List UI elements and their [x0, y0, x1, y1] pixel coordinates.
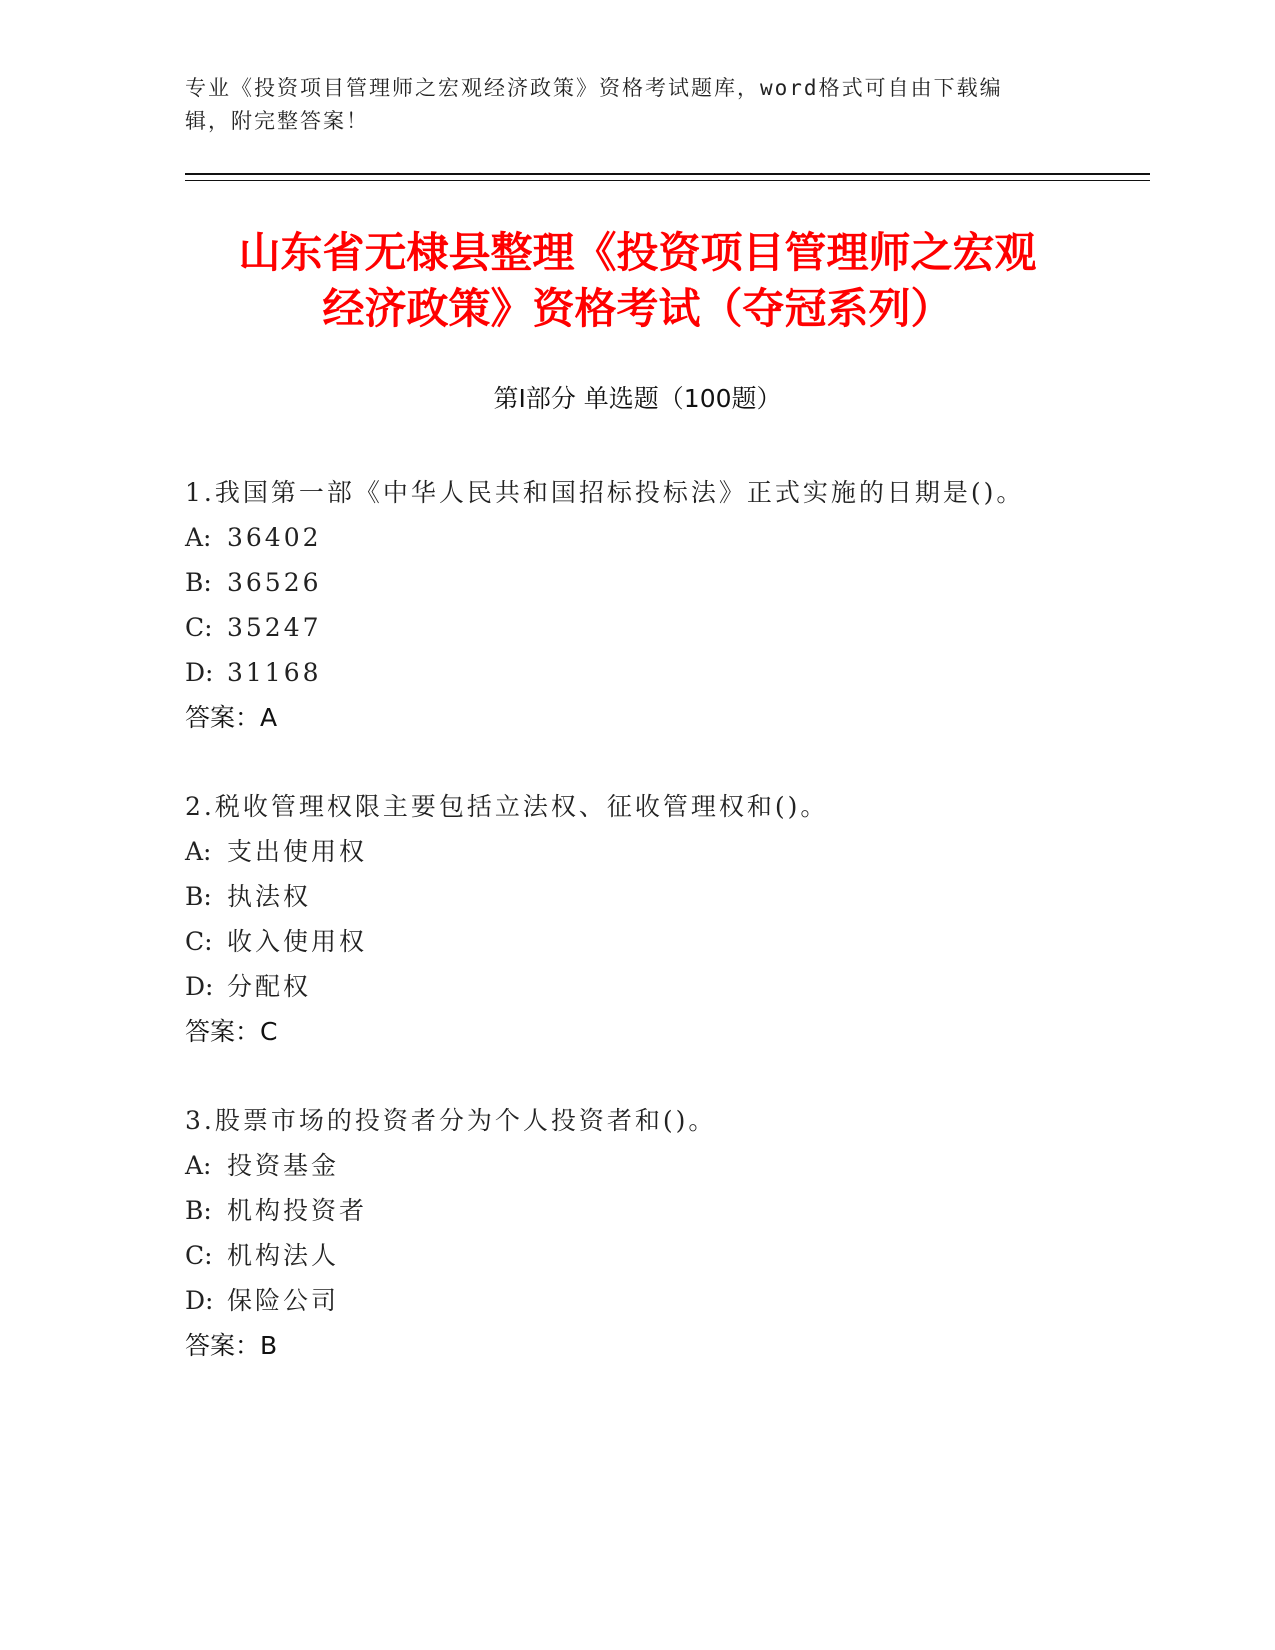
option-c: [185, 919, 1145, 964]
option-text: 保险公司: [227, 1286, 340, 1315]
question-stem: 1.我国第一部《中华人民共和国招标投标法》正式实施的日期是()。: [185, 478, 1025, 507]
option-key: C:: [185, 1241, 213, 1270]
option-a: [185, 1143, 1145, 1188]
option-text: 机构法人: [227, 1241, 340, 1270]
section-title: 第Ⅰ部分 单选题（100题）: [493, 384, 782, 413]
option-d: [185, 650, 1145, 695]
option-b: [185, 874, 1145, 919]
answer-line: 答案：C: [185, 1017, 278, 1046]
document-title-line-2: 经济政策》资格考试（夺冠系列）: [322, 284, 953, 333]
option-key: C:: [185, 613, 213, 642]
option-text: 分配权: [227, 972, 312, 1001]
option-key: A:: [185, 523, 212, 552]
header-divider-thin: [185, 180, 1150, 181]
option-text: 支出使用权: [227, 837, 368, 866]
option-key: B:: [185, 568, 212, 597]
option-d: [185, 964, 1145, 1009]
answer-line: 答案：B: [185, 1331, 278, 1360]
option-text: 36402: [227, 523, 322, 552]
option-text: 投资基金: [227, 1151, 340, 1180]
option-a: [185, 515, 1145, 560]
option-text: 31168: [227, 658, 322, 687]
option-b: [185, 560, 1145, 605]
document-header-note: [185, 72, 1065, 138]
question-stem: 3.股票市场的投资者分为个人投资者和()。: [185, 1106, 717, 1135]
question-1: [185, 470, 1145, 740]
option-key: D:: [185, 1286, 214, 1315]
option-text: 执法权: [227, 882, 312, 911]
option-c: [185, 1233, 1145, 1278]
header-note-line-1: 专业《投资项目管理师之宏观经济政策》资格考试题库，word格式可自由下载编: [185, 76, 1003, 100]
option-key: D:: [185, 658, 214, 687]
option-b: [185, 1188, 1145, 1233]
option-key: C:: [185, 927, 213, 956]
option-key: A:: [185, 837, 212, 866]
answer-line: 答案：A: [185, 703, 278, 732]
option-key: B:: [185, 1196, 212, 1225]
header-divider-thick: [185, 173, 1150, 175]
question-list: [185, 470, 1145, 1412]
header-note-line-2: 辑，附完整答案！: [185, 109, 369, 133]
document-title: [160, 225, 1115, 337]
option-c: [185, 605, 1145, 650]
option-key: B:: [185, 882, 212, 911]
option-text: 机构投资者: [227, 1196, 368, 1225]
question-3: [185, 1098, 1145, 1368]
document-title-line-1: 山东省无棣县整理《投资项目管理师之宏观: [238, 228, 1037, 277]
option-key: A:: [185, 1151, 212, 1180]
question-2: [185, 784, 1145, 1054]
option-a: [185, 829, 1145, 874]
option-text: 35247: [227, 613, 322, 642]
option-d: [185, 1278, 1145, 1323]
option-key: D:: [185, 972, 214, 1001]
option-text: 36526: [227, 568, 322, 597]
question-stem: 2.税收管理权限主要包括立法权、征收管理权和()。: [185, 792, 829, 821]
option-text: 收入使用权: [227, 927, 368, 956]
